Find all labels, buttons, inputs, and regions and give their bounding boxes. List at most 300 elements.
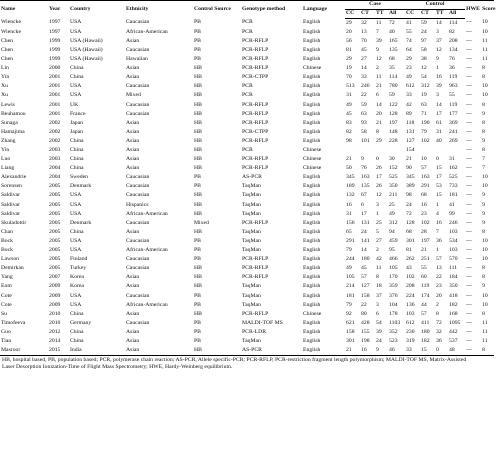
cell-control-all: 48: [448, 346, 465, 356]
cell-score: 10: [482, 19, 488, 26]
cell-control-tt: 22: [436, 274, 442, 281]
cell-control-tt: 13: [436, 265, 442, 272]
cell-case-all: 148: [389, 128, 398, 135]
cell-ethnicity: Asian: [126, 119, 140, 126]
header-control-ct: CT: [420, 10, 435, 19]
cell-language: Chinese: [303, 147, 322, 153]
cell-score: 10: [482, 301, 488, 308]
cell-score: 9: [482, 219, 485, 226]
cell-score: 9: [482, 137, 485, 144]
cell-control-tt: 36: [436, 237, 442, 244]
cell-country: USA: [70, 292, 82, 299]
cell-case-ct: 32: [361, 19, 367, 26]
cell-hwe: ---: [466, 128, 472, 135]
cell-control-tt: 14: [436, 101, 442, 108]
cell-hwe: ---: [466, 28, 472, 35]
cell-control-tt: 9: [436, 56, 439, 63]
cell-genotype-method: TaqMan: [242, 283, 261, 290]
cell-case-cc: 83: [346, 119, 352, 126]
cell-case-cc: 79: [346, 301, 352, 308]
cell-case-ct: 101: [361, 137, 370, 144]
cell-case-cc: 31: [346, 92, 352, 99]
cell-control-tt: 16: [436, 219, 442, 226]
cell-genotype-method: PCR-RFLP: [242, 101, 269, 108]
cell-ethnicity: Caucasian: [126, 292, 150, 299]
cell-control-tt: 23: [436, 283, 442, 290]
cell-score: 11: [482, 319, 488, 326]
header-control-cc: CC: [405, 10, 420, 19]
table-row: [0, 55, 494, 64]
cell-control-cc: 43: [406, 265, 412, 272]
cell-language: English: [303, 37, 321, 44]
cell-name: Cote: [1, 301, 12, 308]
cell-control-all: 41: [449, 201, 455, 208]
cell-control-ct: 44: [421, 301, 427, 308]
cell-hwe: ---: [466, 265, 472, 272]
table-row: [0, 192, 494, 201]
cell-control-tt: 31: [436, 128, 442, 135]
cell-case-all: [388, 146, 405, 155]
cell-control-cc: 23: [406, 65, 412, 72]
cell-control-source: PB: [194, 37, 201, 44]
cell-case-tt: 26: [376, 165, 382, 172]
table-row: [0, 119, 494, 128]
cell-case-cc: [345, 146, 360, 155]
cell-hwe: ---: [466, 283, 472, 290]
table-row: [0, 110, 494, 119]
cell-control-ct: 63: [421, 101, 427, 108]
cell-ethnicity: Caucasian: [126, 319, 150, 326]
cell-control-cc: 136: [406, 301, 415, 308]
cell-case-all: 350: [389, 183, 398, 190]
cell-control-source: PB: [194, 256, 201, 263]
cell-control-ct: 68: [421, 192, 427, 199]
cell-control-source: HB: [194, 110, 202, 117]
cell-case-ct: 135: [361, 183, 370, 190]
cell-language: English: [303, 174, 321, 181]
cell-language: English: [303, 210, 321, 217]
cell-score: 9: [482, 283, 485, 290]
cell-control-all: 537: [449, 337, 458, 344]
cell-genotype-method: TaqMan: [242, 228, 261, 235]
cell-name: Lawson: [1, 256, 20, 263]
cell-year: 2015: [48, 346, 69, 356]
cell-ethnicity: Caucasian: [126, 101, 150, 108]
cell-case-tt: 8: [376, 274, 379, 281]
header-control-tt: TT: [435, 10, 448, 19]
cell-name: Skuladottir: [1, 219, 27, 226]
cell-year: 2002: [49, 137, 61, 144]
cell-control-source: PB: [194, 56, 201, 63]
cell-hwe: ---: [466, 274, 472, 281]
cell-genotype-method: PCR-RFLP: [242, 110, 269, 117]
cell-name: Cote: [1, 292, 12, 299]
cell-country: France: [70, 110, 86, 117]
cell-score: 8: [482, 128, 485, 135]
cell-ethnicity: Asian: [125, 346, 193, 356]
cell-language: English: [303, 192, 321, 199]
cell-name: Yang: [1, 274, 13, 281]
cell-name: Chen: [1, 56, 14, 63]
cell-ethnicity: Caucasian: [126, 46, 150, 53]
cell-ethnicity: Caucasian: [126, 110, 150, 117]
cell-language: English: [303, 92, 321, 99]
cell-name: Yin: [1, 74, 10, 81]
cell-genotype-method: PCR-RFLP: [242, 274, 269, 281]
cell-year: 2014: [49, 337, 61, 344]
cell-control-source: PB: [194, 319, 201, 326]
cell-control-all: 31: [449, 156, 455, 163]
cell-case-ct: 17: [361, 210, 367, 217]
cell-score: 10: [482, 28, 488, 35]
cell-case-ct: 93: [361, 119, 367, 126]
cell-name: Bock: [1, 237, 14, 244]
cell-name: Beuhamou: [1, 110, 26, 117]
cell-control-cc: 118: [406, 119, 415, 126]
cell-case-ct: 14: [361, 247, 367, 254]
cell-control-cc: 612: [406, 319, 415, 326]
cell-hwe: ---: [466, 219, 472, 226]
cell-case-all: 72: [389, 19, 395, 26]
cell-score: 10: [482, 183, 488, 190]
cell-case-ct: 33: [361, 74, 367, 81]
cell-hwe: ---: [466, 183, 472, 190]
cell-genotype-method: PCR: [242, 83, 253, 90]
header-hwe: HWE: [465, 1, 481, 19]
cell-case-cc: 21: [345, 346, 360, 356]
cell-hwe: ---: [466, 228, 472, 235]
cell-year: 1999: [49, 56, 61, 63]
cell-hwe: ---: [466, 310, 472, 317]
cell-control-tt: 1: [436, 247, 439, 254]
cell-case-cc: 181: [346, 292, 355, 299]
cell-ethnicity: Asian: [126, 128, 140, 135]
cell-name: Tian: [1, 337, 12, 344]
cell-control-source: PB: [194, 46, 201, 53]
cell-country: China: [70, 328, 84, 335]
cell-case-ct: 428: [361, 319, 370, 326]
cell-country: Korea: [70, 274, 84, 281]
cell-language: English: [303, 237, 321, 244]
table-row: [0, 146, 494, 155]
cell-hwe: ---: [466, 292, 472, 299]
cell-country: Korea: [70, 283, 84, 290]
cell-control-ct: 21: [421, 247, 427, 254]
cell-score: 9: [482, 201, 485, 208]
cell-control-source: HB: [194, 128, 202, 135]
cell-name: Sunaga: [1, 119, 18, 126]
cell-case-cc: 29: [346, 19, 352, 26]
cell-hwe: ---: [466, 319, 472, 326]
cell-control-source: HB: [194, 156, 202, 163]
cell-control-cc: 208: [406, 283, 415, 290]
cell-ethnicity: Asian: [126, 137, 140, 144]
cell-control-ct: 190: [421, 119, 430, 126]
cell-year: 2005: [49, 183, 61, 190]
cell-genotype-method: PCR-RFLP: [242, 310, 269, 317]
cell-genotype-method: PCR-RFLP: [242, 137, 269, 144]
cell-country: China: [70, 74, 84, 81]
cell-genotype-method: PCR-RFLP: [242, 46, 269, 53]
table-row: [0, 255, 494, 264]
cell-case-cc: 45: [346, 110, 352, 117]
cell-control-all: 99: [449, 210, 455, 217]
cell-country: USA: [70, 247, 82, 254]
cell-country: China: [70, 65, 84, 72]
cell-genotype-method: PCR-RFLP: [242, 119, 269, 126]
cell-ethnicity: Mixed: [126, 92, 141, 99]
cell-control-all: 103: [449, 228, 458, 235]
cell-case-tt: 24: [376, 337, 382, 344]
cell-control-ct: 28: [421, 228, 427, 235]
cell-control-ct: 102: [421, 219, 430, 226]
cell-control-cc: 154: [406, 147, 415, 153]
cell-score: 11: [482, 337, 488, 344]
cell-control-cc: 102: [406, 274, 415, 281]
cell-ethnicity: Hawaiian: [126, 56, 148, 63]
cell-hwe: ---: [466, 101, 472, 108]
cell-case-tt: 29: [376, 137, 382, 144]
cell-genotype-method: TaqMan: [242, 247, 261, 254]
cell-control-tt: 0: [435, 346, 448, 356]
cell-control-tt: 2: [436, 301, 439, 308]
cell-control-tt: 17: [436, 110, 442, 117]
cell-control-cc: 230: [406, 328, 415, 335]
table-row: [0, 328, 494, 337]
cell-case-ct: 57: [361, 274, 367, 281]
cell-language: English: [303, 292, 321, 299]
cell-country: Denmark: [70, 219, 92, 226]
cell-control-tt: 15: [436, 192, 442, 199]
cell-case-tt: 12: [376, 192, 382, 199]
cell-control-ct: 174: [421, 292, 430, 299]
cell-control-ct: 182: [421, 337, 430, 344]
header-control: Control: [405, 1, 465, 10]
cell-country: USA (Hawaii): [70, 37, 103, 44]
cell-name: Zhang: [1, 137, 16, 144]
cell-score: 11: [482, 328, 488, 335]
cell-control-cc: 224: [406, 292, 415, 299]
cell-case-ct: 155: [361, 328, 370, 335]
header-case-tt: TT: [375, 10, 388, 19]
cell-control-ct: 59: [421, 19, 427, 26]
cell-case-tt: 12: [376, 56, 382, 63]
cell-case-ct: 127: [361, 283, 370, 290]
cell-country: China: [70, 165, 84, 172]
cell-case-cc: 50: [346, 165, 352, 172]
cell-language: English: [303, 110, 321, 117]
cell-control-cc: 55: [406, 28, 412, 35]
cell-case-ct: 158: [361, 292, 370, 299]
cell-year: 2001: [49, 92, 61, 99]
cell-control-all: 570: [449, 256, 458, 263]
cell-genotype-method: PCR: [242, 92, 253, 99]
header-control-source: Control Source: [193, 1, 241, 19]
cell-genotype-method: PCR-CTPP: [242, 74, 269, 81]
cell-hwe: ---: [466, 165, 472, 172]
cell-name: Xu: [1, 83, 8, 90]
cell-ethnicity: Asian: [126, 74, 140, 81]
cell-hwe: ---: [466, 119, 472, 126]
cell-case-all: 466: [389, 256, 398, 263]
cell-score: 8: [482, 274, 485, 281]
cell-genotype-method: PCR-LDR: [242, 328, 267, 335]
cell-hwe: ---: [466, 92, 472, 99]
cell-control-tt: 0: [436, 156, 439, 163]
table-row: [0, 228, 494, 237]
cell-country: Turkey: [70, 265, 87, 272]
cell-control-source: HB: [194, 101, 202, 108]
cell-score: 8: [481, 346, 494, 356]
cell-case-ct: 70: [361, 37, 367, 44]
cell-case-cc: 214: [346, 283, 355, 290]
cell-country: USA: [70, 237, 82, 244]
cell-case-cc: 16: [346, 201, 352, 208]
table-row: [0, 283, 494, 292]
header-language: Language: [302, 1, 345, 19]
table-row: [0, 292, 494, 301]
cell-year: 2005: [49, 237, 61, 244]
cell-name: Liang: [1, 165, 15, 172]
cell-case-cc: 244: [346, 256, 355, 263]
cell-case-cc: 49: [346, 101, 352, 108]
cell-control-source: HB: [194, 310, 202, 317]
cell-control-cc: 49: [406, 74, 412, 81]
cell-country: China: [70, 147, 84, 153]
cell-language: English: [303, 219, 321, 226]
cell-year: 2004: [49, 165, 61, 172]
cell-control-source: PB: [194, 237, 201, 244]
cell-case-all: 1103: [389, 319, 401, 326]
cell-language: English: [303, 46, 321, 53]
cell-ethnicity: Asian: [126, 37, 140, 44]
cell-case-all: 152: [389, 165, 398, 172]
cell-case-cc: 621: [346, 319, 355, 326]
cell-control-tt: 16: [436, 74, 442, 81]
cell-language: English: [303, 337, 321, 344]
table-row: [0, 265, 494, 274]
cell-ethnicity: Asian: [126, 228, 140, 235]
cell-ethnicity: Caucasian: [126, 237, 150, 244]
cell-country: China: [70, 156, 84, 163]
cell-case-ct: 45: [361, 46, 367, 53]
cell-genotype-method: AS-PCR: [242, 174, 262, 181]
cell-country: Japan: [70, 119, 83, 126]
cell-score: 10: [482, 292, 488, 299]
cell-control-ct: 10: [421, 156, 427, 163]
cell-year: 2001: [49, 110, 61, 117]
cell-language: English: [303, 265, 321, 272]
cell-case-ct: 59: [361, 101, 367, 108]
table-row: [0, 237, 494, 246]
cell-ethnicity: Asian: [126, 328, 140, 335]
cell-genotype-method: AS-PCR: [241, 346, 302, 356]
cell-case-all: 40: [389, 28, 395, 35]
cell-control-source: HB: [194, 65, 202, 72]
cell-case-cc: 31: [346, 210, 352, 217]
cell-control-cc: 64: [406, 46, 412, 53]
cell-ethnicity: Asian: [126, 310, 140, 317]
cell-country: China: [70, 137, 84, 144]
cell-control-source: HB: [194, 210, 202, 217]
cell-language: Chinese: [303, 310, 322, 317]
cell-control-all: 525: [449, 174, 458, 181]
cell-name: Saldivar: [1, 192, 20, 199]
cell-case-tt: 11: [376, 74, 382, 81]
table-row: [0, 274, 494, 283]
table-row: [0, 155, 494, 164]
cell-name: Timofeeva: [1, 319, 26, 326]
cell-name: Wiencke: [1, 19, 21, 26]
cell-control-tt: 8: [436, 310, 439, 317]
cell-case-all: 128: [389, 110, 398, 117]
cell-name: Hamajima: [1, 128, 25, 135]
cell-control-source: PB: [194, 183, 201, 190]
cell-case-all: 376: [389, 292, 398, 299]
table-row: [0, 183, 494, 192]
cell-year: 2009: [49, 283, 61, 290]
cell-country: Japan: [70, 128, 83, 135]
cell-genotype-method: PCR: [242, 147, 253, 153]
cell-control-source: HB: [194, 274, 202, 281]
cell-control-ct: 119: [421, 283, 430, 290]
cell-case-cc: 65: [346, 228, 352, 235]
cell-name: Luo: [1, 156, 11, 163]
cell-language: English: [303, 83, 321, 90]
cell-genotype-method: PCR-RFLP: [242, 56, 269, 63]
cell-control-source: HB: [194, 83, 202, 90]
cell-control-cc: 89: [406, 110, 412, 117]
cell-name: Eom: [1, 283, 12, 290]
cell-case-ct: 198: [361, 337, 370, 344]
cell-year: 2005: [49, 265, 61, 272]
cell-score: 11: [482, 56, 488, 63]
cell-case-all: 211: [389, 192, 398, 199]
cell-year: 2012: [49, 328, 61, 335]
cell-year: 2004: [49, 174, 61, 181]
cell-control-all: [448, 146, 465, 155]
cell-case-tt: 14: [376, 101, 382, 108]
cell-control-cc: 41: [406, 19, 412, 26]
cell-year: 2001: [49, 101, 61, 108]
cell-control-cc: 612: [406, 83, 415, 90]
table-row: [0, 301, 494, 310]
cell-case-cc: 29: [346, 56, 352, 63]
cell-name: Lewis: [1, 101, 15, 108]
cell-case-tt: 27: [376, 237, 382, 244]
cell-case-cc: 19: [346, 65, 352, 72]
cell-control-tt: 1: [436, 201, 439, 208]
cell-control-cc: 389: [406, 183, 415, 190]
cell-control-cc: 98: [406, 192, 412, 199]
cell-control-all: 111: [449, 265, 458, 272]
cell-name: Lin: [1, 65, 9, 72]
cell-case-tt: 17: [376, 174, 382, 181]
cell-case-ct: 63: [361, 110, 367, 117]
cell-year: 2005: [49, 219, 61, 226]
cell-case-all: 135: [389, 46, 398, 53]
cell-score: 10: [482, 92, 488, 99]
cell-case-tt: 11: [376, 265, 382, 272]
cell-ethnicity: African-American: [126, 247, 168, 254]
cell-control-ct: 16: [421, 201, 427, 208]
cell-score: 8: [482, 228, 485, 235]
cell-genotype-method: TaqMan: [242, 237, 261, 244]
cell-genotype-method: PCR-RFLP: [242, 256, 269, 263]
cell-hwe: ---: [466, 301, 472, 308]
cell-ethnicity: Caucasian: [126, 219, 150, 226]
cell-language: English: [303, 247, 321, 254]
